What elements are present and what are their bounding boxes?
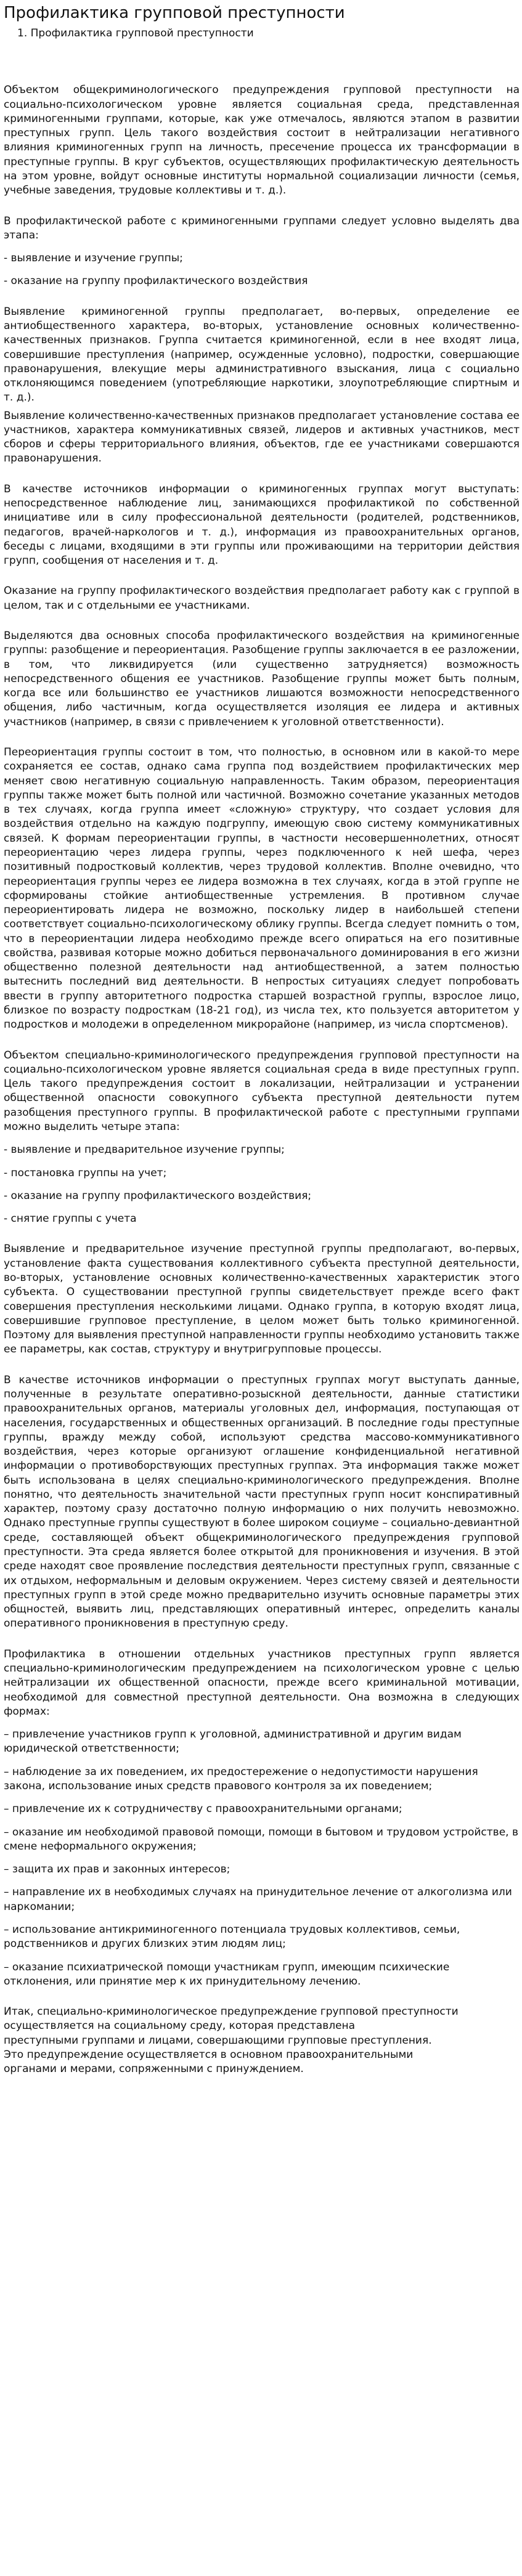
closing-paragraph: [4, 2005, 520, 2076]
text-line: Это предупреждение осуществляется в основном правоохранительными: [4, 2048, 414, 2061]
paragraph: Оказание на группу профилактического воздействия предполагает работу как с группой в целом, так и с отдельными ее участниками.: [4, 585, 520, 612]
document-title: Профилактика групповой преступности: [4, 4, 345, 22]
paragraph: Выявление и предварительное изучение преступной группы предполагают, во-первых, установление факта существования коллективного субъекта преступной деятельности, во-вторых, установление основных количественно-качественных характеристик этого субъекта. О существовании преступной группы свидетельствует прежде всего факт совершения преступления несколькими лицами. Однако группа, в которую входят лица, совершившие групповое преступление, в целом может быть только криминогенной. Поэтому для выявления преступной направленности группы необходимо установить также ее параметры, как состав, структуру и внутригрупповые процессы.: [4, 1243, 520, 1356]
list-item: – использование антикриминогенного потенциала трудовых коллективов, семьи, родственников и других близких этим людям лиц;: [4, 1923, 460, 1951]
text-line: Итак, специально-криминологическое предупреждение групповой преступности осуществляется на социальному среду, которая представлена: [4, 2005, 459, 2033]
list-item: - снятие группы с учета: [4, 1213, 137, 1225]
list-item: – защита их прав и законных интересов;: [4, 1863, 230, 1876]
paragraph: В профилактической работе с криминогенными группами следует условно выделять два этапа:: [4, 214, 520, 242]
list-item: – наблюдение за их поведением, их предостережение о недопустимости нарушения закона, использование иных средств правового контроля за их поведением;: [4, 1765, 478, 1792]
list-item: – привлечение их к сотрудничеству с правоохранительными органами;: [4, 1803, 402, 1816]
list-item: – оказание психиатрической помощи участникам групп, имеющим психические отклонения, или принятие мер к их принудительному лечению.: [4, 1960, 450, 1988]
list-item: – оказание им необходимой правовой помощи, помощи в бытовом и трудовом устройстве, в смене неформального окружения;: [4, 1826, 518, 1853]
paragraph: Профилактика в отношении отдельных участников преступных групп является специально-криминологическим предупреждением на психологическом уровне с целью нейтрализации их общественной опасности, прежде всего криминальной мотивации, необходимой для совместной преступной деятельности. Она возможна в следующих формах:: [4, 1648, 520, 1718]
list-item: - выявление и изучение группы;: [4, 252, 183, 265]
paragraph: В качестве источников информации о преступных группах могут выступать данные, полученные в результате оперативно-розыскной деятельности, данные статистики правоохранительных органов, материалы уголовных дел, информация, поступающая от населения, государственных и общественных организаций. В последние годы преступные группы, вражду между собой, используют средства массово-коммуникативного воздействия, через которые организуют оглашение конфиденциальной негативной информации о противоборствующих преступных группах. Эта информация также может быть использована в целях специально-криминологического предупреждения. Вполне понятно, что деятельность значительной части преступных групп носит конспиративный характер, поэтому сразу достаточно полную информацию о них получить невозможно. Однако преступные группы существуют в более широком социуме – социально-девиантной среде, составляющей объект общекриминологического предупреждения групповой преступности. Эта среда является более открытой для проникновения и изучения. В этой среде находят свое проявление последствия деятельности преступных групп, связанные с их отдыхом, неформальным и деловым окружением. Через систему связей и деятельности преступных групп в этой среде можно предварительно изучить основные параметры этих общностей, выявить лиц, представляющих оперативный интерес, определить каналы оперативного проникновения в преступную среду.: [4, 1373, 520, 1630]
paragraph: Выявление криминогенной группы предполагает, во-первых, определение ее антиобщественного характера, во-вторых, установление основных количественно-качественных признаков. Группа считается криминогенной, если в нее входят лица, совершившие преступления (например, осужденные условно), подростки, совершающие правонарушения, влекущие меры административного взыскания, лица с социально отклоняющимся поведением (употребляющие наркотики, злоупотребляющие спиртным и т. д.).: [4, 305, 520, 404]
list-item: - оказание на группу профилактического воздействия: [4, 275, 308, 288]
list: [4, 251, 520, 289]
list-item: – привлечение участников групп к уголовной, административной и другим видам юридической ответственности;: [4, 1728, 462, 1755]
text-line: преступными группами и лицами, совершающими групповые преступления.: [4, 2034, 432, 2047]
list-item: - оказание на группу профилактического воздействия;: [4, 1189, 312, 1202]
paragraph: Выявление количественно-качественных признаков предполагает установление состава ее участников, характера коммуникативных связей, лидеров и активных участников, мест сборов и сферы территориального влияния, объектов, где ее участниками совершаются правонарушения.: [4, 409, 520, 465]
paragraph: Объектом специально-криминологического предупреждения групповой преступности на социально-психологическом уровне является социальная среда в виде преступных групп. Цель такого предупреждения состоит в локализации, нейтрализации и устранении общественной опасности совокупного субъекта преступной деятельности путем разобщения преступного группы. В профилактической работе с преступными группами можно выделить четыре этапа:: [4, 1049, 520, 1133]
table-of-contents: [4, 26, 520, 40]
toc-item[interactable]: 1. Профилактика групповой преступности: [17, 27, 254, 40]
list: [4, 1143, 520, 1226]
paragraph: Переориентация группы состоит в том, что полностью, в основном или в какой-то мере сохраняется ее состав, однако сама группа под воздействием профилактических мер меняет свою негативную социальную направленность. Таким образом, переориентация группы также может быть полной или частичной. Возможно сочетание указанных методов в тех случаях, когда группа имеет «сложную» структуру, что создает условия для воздействия отдельно на каждую подгруппу, имеющую свою систему коммуникативных связей. К формам переориентации группы, в частности несовершеннолетних, относят переориентацию через лидера группы, через подключенного к ней шефа, через позитивный подростковый коллектив, через трудовой коллектив. Вполне очевидно, что переориентация группы через ее лидера возможна в тех случаях, когда в этой группе не сформированы стойкие антиобщественные устремления. В противном случае переориентировать лидера не возможно, поскольку лидер в наибольшей степени соответствует социально-психологическому облику группы. Всегда следует помнить о том, что в переориентации лидера необходимо прежде всего опираться на его позитивные свойства, развивая которые можно добиться первоначального доминирования в его жизни общественно полезной деятельности над антиобщественной, а затем полностью вытеснить последний вид деятельности. В непростых ситуациях следует попробовать ввести в группу авторитетного подростка старшей возрастной группы, взрослое лицо, близкое по возрасту подросткам (18-21 год), из числа тех, кто пользуется авторитетом у подростков и молодежи в определенном микрорайоне (например, из числа спортсменов).: [4, 746, 520, 1031]
paragraph: Выделяются два основных способа профилактического воздействия на криминогенные группы: разобщение и переориентация. Разобщение группы заключается в ее разложении, в том, что ликвидируется (или существенно затрудняется) возможность непосредственного общения ее участников. Разобщение группы может быть полным, когда все или большинство ее участников лишаются возможности непосредственного общения, либо частичным, когда осуществляется изоляция ее лидера и активных участников (например, в связи с привлечением к уголовной ответственности).: [4, 630, 520, 728]
list: [4, 1728, 520, 1989]
list-item: - постановка группы на учет;: [4, 1166, 167, 1179]
paragraph: Объектом общекриминологического предупреждения групповой преступности на социально-психологическом уровне является социальная среда, представленная криминогенными группами, которые, как уже отмечалось, являются этапом в развитии преступных групп. Цель такого воздействия состоит в нейтрализации негативного влияния криминогенных групп на личность, пресечение процесса их трансформации в преступные группы. В круг субъектов, осуществляющих профилактическую деятельность на этом уровне, войдут основные институты нормальной социализации личности (семья, учебные заведения, трудовые коллективы и т. д.).: [4, 84, 520, 197]
paragraph: В качестве источников информации о криминогенных группах могут выступать: непосредственное наблюдение лиц, занимающихся профилактикой по собственной инициативе или в силу профессиональной деятельности (родителей, родственников, педагогов, врачей-наркологов и т. д.), информация из правоохранительных органов, беседы с лицами, входящими в эти группы или проживающими на территории действия групп, сообщения от населения и т. д.: [4, 482, 520, 567]
list-item: - выявление и предварительное изучение группы;: [4, 1144, 285, 1156]
list-item: – направление их в необходимых случаях на принудительное лечение от алкоголизма или наркомании;: [4, 1886, 512, 1913]
text-line: органами и мерами, сопряженными с принуждением.: [4, 2063, 304, 2076]
